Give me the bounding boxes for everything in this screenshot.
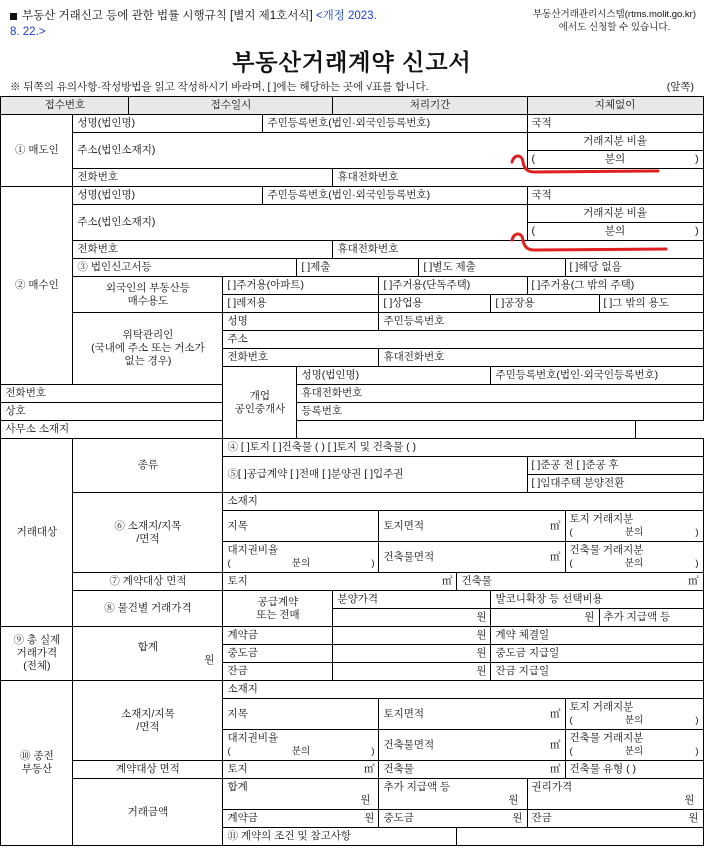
foreign-opt-commercial[interactable]: [ ]상업용 [379, 295, 491, 313]
object-contract-area-row [1, 573, 703, 591]
buyer-address-row [1, 205, 703, 223]
broker-row-label-2: 공인중개사 [234, 402, 286, 415]
seller-address-row [1, 133, 703, 151]
foreign-purpose-label-2: 매수용도 [127, 294, 169, 307]
broker-trade-name-label: 상호 [1, 403, 223, 421]
object-presale-unit: 원 [333, 609, 491, 627]
corp-report-option-2[interactable]: [ ]별도 제출 [419, 259, 565, 277]
total-final-unit: 원 [333, 663, 491, 681]
seller-row-label: ① 매도인 [1, 115, 73, 187]
prev-contract-land-unit: ㎡ [363, 763, 375, 775]
corp-report-label: ③ 법인신고서등 [73, 259, 297, 277]
buyer-share-mid: 분의 [604, 225, 626, 237]
prev-extra-cell [379, 779, 527, 810]
receipt-row [1, 97, 703, 115]
object-row-label: 거래대상 [1, 439, 73, 627]
prev-bldg-share-cell [565, 730, 703, 761]
broker-tel-label: 전화번호 [1, 385, 223, 403]
conditions-label: ⑪ 계약의 조건 및 참고사항 [223, 828, 457, 846]
prev-bldg-share-close: ) [695, 746, 699, 757]
prev-location-label [73, 681, 223, 761]
rtms-system-name: 부동산거래관리시스템(rtms.molit.go.kr) [532, 9, 696, 20]
agent-name-row [1, 313, 703, 331]
object-extra-cell [599, 609, 703, 627]
form-note [0, 79, 704, 94]
prev-final-unit: 원 [688, 812, 699, 824]
total-down-label: 계약금 [223, 627, 333, 645]
prev-site-ratio-mid: 분의 [291, 746, 311, 757]
seller-tel-label: 전화번호 [73, 169, 333, 187]
object-kind-option-row-2a[interactable]: ⑤[ ]공급계약 [ ]전매 [ ]분양권 [ ]입주권 [223, 457, 527, 493]
object-supply-label-2: 또는 전매 [256, 608, 300, 621]
prev-final-cell [527, 810, 703, 828]
agent-tel-label: 전화번호 [223, 349, 379, 367]
agent-rrn-label: 주민등록번호 [379, 313, 703, 331]
prev-mid-unit: 원 [512, 812, 523, 824]
prev-location-label-1: 소재지/지목 [121, 707, 175, 720]
prev-land-area-label: 토지면적 [383, 707, 425, 720]
prev-contract-land-cell [223, 761, 379, 779]
prev-down-cell [223, 810, 379, 828]
total-final-label: 잔금 [223, 663, 333, 681]
prev-site-ratio-cell [223, 730, 379, 761]
total-row-label-2: 거래가격 [16, 647, 58, 659]
buyer-nationality-label: 국적 [527, 187, 703, 205]
foreign-opt-factory[interactable]: [ ]공장용 [491, 295, 599, 313]
object-balcony-unit: 원 [491, 609, 599, 627]
object-supply-label [223, 591, 333, 627]
form-table [0, 96, 703, 846]
prev-contract-bldg-label: 건축물 [383, 763, 414, 775]
object-location-row [1, 493, 703, 511]
prev-land-area-unit: ㎡ [550, 707, 561, 720]
broker-trade-name-row [1, 403, 703, 421]
object-contract-area-label: ⑦ 계약대상 면적 [73, 573, 223, 591]
object-address-label: 소재지 [223, 493, 703, 511]
seller-tel-row [1, 169, 703, 187]
corp-report-option-3[interactable]: [ ]해당 없음 [565, 259, 703, 277]
total-row-1 [1, 627, 703, 645]
total-row-label-3: (전체) [23, 660, 51, 672]
object-bldg-area-cell [379, 542, 565, 573]
prev-down-unit: 원 [364, 812, 375, 824]
total-final-date-label: 잔금 지급일 [491, 663, 703, 681]
seller-share-label: 거래지분 비율 [527, 133, 703, 151]
buyer-tel-row [1, 241, 703, 259]
foreign-opt-other-house[interactable]: [ ]주거용(그 밖의 주택) [527, 277, 703, 295]
conditions-value[interactable] [457, 828, 703, 846]
object-contract-land-label: 토지 [227, 575, 248, 587]
broker-office-row [1, 421, 703, 439]
rtms-system-note: 에서도 신청할 수 있습니다. [558, 22, 671, 33]
prev-land-area-cell [379, 699, 565, 730]
total-mid-date-label: 중도금 지급일 [491, 645, 703, 663]
prev-amount-label: 거래금액 [73, 779, 223, 846]
prev-down-label: 계약금 [227, 812, 258, 824]
prev-contract-bldg-unit: ㎡ [550, 763, 561, 775]
agent-label-3: 없는 경우) [124, 355, 172, 367]
buyer-row-label: ② 매수인 [1, 187, 73, 385]
object-location-label-2: /면적 [136, 532, 160, 545]
object-kind-label: 종류 [73, 439, 223, 493]
total-down-unit: 원 [333, 627, 491, 645]
total-row-label [1, 627, 73, 681]
object-kind-row-1 [1, 439, 703, 457]
object-site-ratio-mid: 분의 [291, 558, 311, 569]
prev-bldg-area-unit: ㎡ [550, 738, 561, 751]
object-contract-land-unit: ㎡ [441, 575, 453, 587]
prev-bldg-type-label: 건축물 유형 ( ) [565, 761, 703, 779]
prev-bldg-area-label: 건축물면적 [383, 738, 435, 751]
foreign-opt-detached[interactable]: [ ]주거용(단독주택) [379, 277, 527, 295]
foreign-opt-other-use[interactable]: [ ]그 밖의 용도 [599, 295, 703, 313]
object-bldg-share-cell [565, 542, 703, 573]
object-land-area-text: 토지면적 [383, 519, 425, 532]
total-sum-unit: 원 [204, 653, 215, 666]
receipt-date-label: 접수일시 [129, 97, 333, 115]
agent-label-1: 위탁관리인 [122, 329, 174, 341]
seller-share-open: ( [531, 153, 536, 165]
object-site-ratio-open: ( [227, 558, 231, 569]
prev-sum-label: 합계 [227, 781, 248, 793]
receipt-no-label: 접수번호 [1, 97, 129, 115]
foreign-opt-apartment[interactable]: [ ]주거용(아파트) [223, 277, 379, 295]
object-land-share-mid: 분의 [624, 527, 644, 538]
object-kind-option-row-1[interactable]: ④ [ ]토지 [ ]건축물 ( ) [ ]토지 및 건축물 ( ) [223, 439, 703, 457]
processing-period-label: 처리기간 [333, 97, 527, 115]
prev-contract-area-label: 계약대상 면적 [73, 761, 223, 779]
broker-office-address-label: 사무소 소재지 [1, 421, 635, 439]
object-bldg-share-close: ) [695, 558, 699, 569]
rtms-notice [533, 8, 696, 34]
prev-land-share-label: 토지 거래지분 [569, 701, 634, 713]
prev-bldg-share-open: ( [569, 746, 573, 757]
law-reference-text: 부동산 거래신고 등에 관한 법률 시행규칙 [별지 제1호서식] [22, 10, 313, 22]
buyer-mobile-label: 휴대전화번호 [333, 241, 703, 259]
broker-reg-no-label: 등록번호 [297, 403, 703, 421]
page-title: 부동산거래계약 신고서 [232, 49, 472, 75]
prev-sum-cell [223, 779, 379, 810]
foreign-purpose-row-1 [1, 277, 703, 295]
prev-address-label: 소재지 [223, 681, 703, 699]
prev-bldg-share-mid: 분의 [624, 746, 644, 757]
seller-mobile-label: 휴대전화번호 [333, 169, 703, 187]
prev-land-share-close: ) [695, 715, 699, 726]
total-mid-unit: 원 [333, 645, 491, 663]
total-mid-label: 중도금 [223, 645, 333, 663]
prev-extra-label: 추가 지급액 등 [383, 781, 451, 793]
object-bldg-share-label: 건축물 거래지분 [569, 544, 644, 556]
foreign-purpose-label [73, 277, 223, 313]
object-extra-label: 추가 지급액 등 [603, 611, 671, 623]
seller-share-close: ) [695, 153, 699, 165]
object-location-label [73, 493, 223, 573]
seller-name-label: 성명(법인명) [73, 115, 263, 133]
foreign-opt-leisure[interactable]: [ ]레저용 [223, 295, 379, 313]
corp-report-option-1[interactable]: [ ]제출 [297, 259, 419, 277]
prev-location-label-2: /면적 [136, 720, 160, 733]
buyer-address-label: 주소(법인소재지) [73, 205, 527, 241]
prev-row-label-1: ⑩ 종전 [20, 750, 54, 762]
object-bldg-share-mid: 분의 [624, 558, 644, 569]
buyer-share-close: ) [695, 225, 699, 237]
prev-sum-unit: 원 [360, 794, 371, 806]
processing-period-value: 지체없이 [527, 97, 703, 115]
object-land-area-label [379, 511, 565, 542]
buyer-name-label: 성명(법인명) [73, 187, 263, 205]
prev-site-ratio-open: ( [227, 746, 231, 757]
broker-rrn-label: 주민등록번호(법인·외국인등록번호) [491, 367, 703, 385]
prev-amount-row-1 [1, 779, 703, 810]
form-note-text: ※ 뒤쪽의 유의사항·작성방법을 읽고 작성하시기 바라며, [ ]에는 해당하는 곳에 √표를 합니다. [10, 81, 429, 93]
seller-share-value [527, 151, 703, 169]
object-land-share-cell [565, 511, 703, 542]
agent-address-label: 주소 [223, 331, 703, 349]
prev-land-share-open: ( [569, 715, 573, 726]
prev-row-label-2: 부동산 [21, 763, 53, 775]
seller-name-row [1, 115, 703, 133]
prev-site-ratio-label: 대지권비율 [227, 732, 279, 744]
total-sum-cell [73, 627, 223, 681]
prev-right-price-unit: 원 [684, 794, 695, 806]
prev-site-ratio-close: ) [371, 746, 375, 757]
object-location-label-1: ⑥ 소재지/지목 [114, 519, 182, 532]
object-contract-bldg-label: 건축물 [461, 575, 492, 587]
object-land-share-open: ( [569, 527, 573, 538]
buyer-share-label: 거래지분 비율 [527, 205, 703, 223]
prev-location-row [1, 681, 703, 699]
prev-land-share-mid: 분의 [624, 715, 644, 726]
buyer-name-row [1, 187, 703, 205]
object-balcony-label: 발코니확장 등 선택비용 [491, 591, 703, 609]
prev-jimok-label: 지목 [223, 699, 379, 730]
seller-share-mid: 분의 [604, 153, 626, 165]
object-price-row-1 [1, 591, 703, 609]
buyer-corp-report-row [1, 259, 703, 277]
object-presale-label: 분양가격 [333, 591, 491, 609]
object-contract-bldg-cell [457, 573, 703, 591]
object-kind-option-row-2c[interactable]: [ ]임대주택 분양전환 [527, 475, 703, 493]
revision-text: <개정 2023. [315, 10, 377, 22]
prev-contract-bldg-cell [379, 761, 565, 779]
buyer-tel-label: 전화번호 [73, 241, 333, 259]
prev-contract-area-row [1, 761, 703, 779]
agent-mobile-label: 휴대전화번호 [379, 349, 703, 367]
prev-contract-land-label: 토지 [227, 763, 248, 775]
seller-rrn-label: 주민등록번호(법인·외국인등록번호) [263, 115, 527, 133]
object-site-ratio-label: 대지권비율 [227, 544, 279, 556]
prev-mid-label: 중도금 [383, 812, 414, 824]
object-bldg-area-label: 건축물면적 [383, 550, 435, 563]
object-bldg-area-unit: ㎡ [550, 550, 561, 563]
object-jimok-label: 지목 [223, 511, 379, 542]
prev-right-price-label: 권리가격 [531, 781, 573, 793]
seller-address-label: 주소(법인소재지) [73, 133, 527, 169]
object-site-ratio-close: ) [371, 558, 375, 569]
object-price-label: ⑧ 물건별 거래가격 [73, 591, 223, 627]
broker-row-label-1: 개업 [249, 389, 271, 402]
buyer-share-value [527, 223, 703, 241]
page-side-label: (앞쪽) [666, 81, 694, 93]
object-supply-label-1: 공급계약 [257, 595, 299, 608]
agent-label-2: (국내에 주소 또는 거소가 [91, 342, 205, 354]
total-sum-label: 합계 [137, 640, 159, 653]
object-contract-bldg-unit: ㎡ [688, 575, 699, 587]
revision-text-2: 8. 22.> [10, 26, 46, 38]
broker-tel-row [1, 385, 703, 403]
foreign-purpose-label-1: 외국인의 부동산등 [105, 281, 190, 294]
prev-bldg-area-cell [379, 730, 565, 761]
buyer-rrn-label: 주민등록번호(법인·외국인등록번호) [263, 187, 527, 205]
total-contract-date-label: 계약 체결일 [491, 627, 703, 645]
prev-row-label [1, 681, 73, 846]
prev-final-label: 잔금 [531, 812, 552, 824]
object-land-area-unit: ㎡ [550, 519, 561, 532]
prev-land-share-cell [565, 699, 703, 730]
object-kind-option-row-2b[interactable]: [ ]준공 전 [ ]준공 후 [527, 457, 703, 475]
total-row-label-1: ⑨ 총 실제 [13, 634, 61, 646]
buyer-share-open: ( [531, 225, 536, 237]
prev-extra-unit: 원 [508, 794, 519, 806]
object-site-ratio-cell [223, 542, 379, 573]
agent-name-label: 성명 [223, 313, 379, 331]
bullet-square-icon [10, 13, 17, 20]
object-land-share-close: ) [695, 527, 699, 538]
agent-label [73, 313, 223, 385]
prev-right-price-cell [527, 779, 703, 810]
broker-name-label: 성명(법인명) [297, 367, 491, 385]
object-bldg-share-open: ( [569, 558, 573, 569]
document-header [0, 0, 704, 40]
prev-bldg-share-label: 건축물 거래지분 [569, 732, 644, 744]
prev-mid-cell [379, 810, 527, 828]
object-land-share-label: 토지 거래지분 [569, 513, 634, 525]
broker-mobile-label: 휴대전화번호 [297, 385, 703, 403]
object-contract-land-cell [223, 573, 457, 591]
seller-nationality-label: 국적 [527, 115, 703, 133]
